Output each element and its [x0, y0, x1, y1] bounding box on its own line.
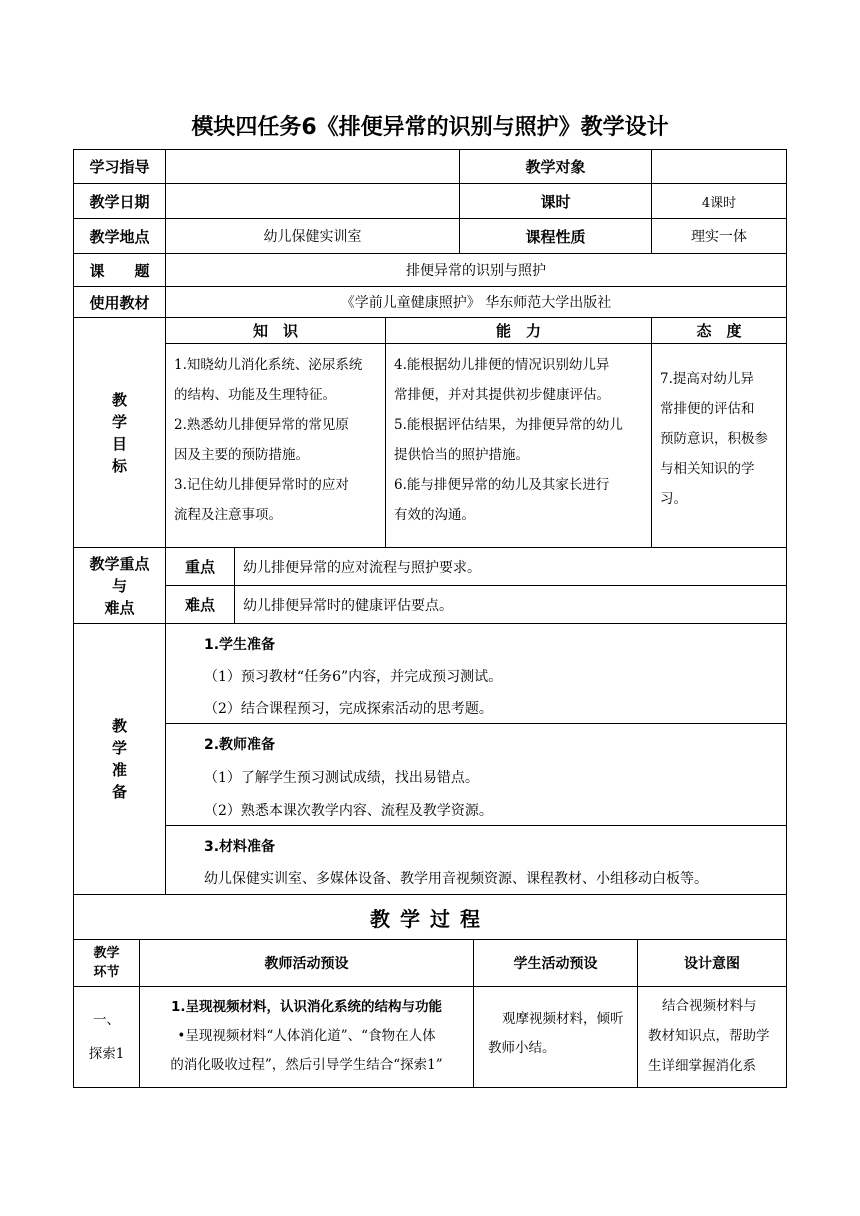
- teacher-activity-line: •呈现视频材料“人体消化道”、“食物在人体: [177, 1028, 436, 1044]
- stage-header-line: 环节: [93, 965, 120, 980]
- keypoints-label-line: 与: [111, 576, 127, 595]
- design-intent-line: 生详细掌握消化系: [648, 1058, 756, 1074]
- material-value: 《学前儿童健康照护》 华东师范大学出版社: [165, 286, 787, 318]
- student-prep-title: 1.学生准备: [204, 637, 276, 653]
- ability-header: 能 力: [385, 317, 652, 344]
- date-value: [165, 183, 460, 219]
- stage-header-line: 教学: [93, 946, 120, 961]
- knowledge-line: 3.记住幼儿排便异常时的应对: [174, 477, 349, 493]
- design-intent-header: 设计意图: [637, 939, 787, 987]
- student-activity-cell: [473, 986, 638, 1088]
- attitude-objectives: [651, 343, 787, 548]
- ability-line: 提供恰当的照护措施。: [394, 447, 529, 463]
- material-prep-title: 3.材料准备: [204, 839, 276, 855]
- student-activity-line: 教师小结。: [488, 1040, 556, 1056]
- ability-line: 6.能与排便异常的幼儿及其家长进行: [394, 477, 610, 493]
- attitude-line: 与相关知识的学: [660, 461, 755, 477]
- guide-value: [165, 149, 460, 184]
- process-title: 教学过程: [73, 894, 787, 940]
- student-prep: [165, 623, 787, 724]
- target-label: 教学对象: [459, 149, 652, 184]
- difficulty-value: 幼儿排便异常时的健康评估要点。: [234, 585, 787, 624]
- keypoints-label-line: 难点: [104, 598, 135, 617]
- stage-line: 一、: [93, 1012, 120, 1028]
- difficulty-label: 难点: [165, 585, 235, 624]
- teacher-prep: [165, 723, 787, 826]
- student-prep-item: （2）结合课程预习，完成探索活动的思考题。: [204, 701, 493, 717]
- topic-value: 排便异常的识别与照护: [165, 253, 787, 287]
- attitude-line: 习。: [660, 491, 687, 507]
- keypoints-label: [73, 547, 166, 624]
- date-label: 教学日期: [73, 183, 166, 219]
- topic-label: 课 题: [73, 253, 166, 287]
- knowledge-line: 因及主要的预防措施。: [174, 447, 309, 463]
- hours-label: 课时: [459, 183, 652, 219]
- ability-line: 5.能根据评估结果，为排便异常的幼儿: [394, 417, 623, 433]
- student-activity-header: 学生活动预设: [473, 939, 638, 987]
- stage-cell: [73, 986, 140, 1088]
- teacher-prep-item: （1）了解学生预习测试成绩，找出易错点。: [204, 770, 479, 786]
- attitude-line: 7.提高对幼儿异: [660, 371, 754, 387]
- teacher-prep-item: （2）熟悉本课次教学内容、流程及教学资源。: [204, 803, 493, 819]
- prep-label: [73, 623, 166, 895]
- material-label: 使用教材: [73, 286, 166, 318]
- teacher-activity-cell: [139, 986, 474, 1088]
- teacher-prep-title: 2.教师准备: [204, 737, 276, 753]
- stage-line: 探索1: [88, 1046, 125, 1062]
- design-intent-line: 教材知识点，帮助学: [648, 1028, 770, 1044]
- teacher-activity-header: 教师活动预设: [139, 939, 474, 987]
- nature-value: 理实一体: [651, 218, 787, 254]
- prep-label-char: 备: [111, 783, 127, 801]
- prep-label-char: 准: [111, 761, 127, 779]
- ability-line: 有效的沟通。: [394, 507, 475, 523]
- hours-value: 4课时: [651, 183, 787, 219]
- ability-line: 4.能根据幼儿排便的情况识别幼儿异: [394, 357, 610, 373]
- material-prep: [165, 825, 787, 895]
- objectives-label-char: 教: [111, 390, 127, 409]
- knowledge-header: 知 识: [165, 317, 386, 344]
- design-intent-cell: [637, 986, 787, 1088]
- ability-line: 常排便，并对其提供初步健康评估。: [394, 387, 610, 403]
- prep-label-char: 学: [111, 739, 127, 757]
- knowledge-line: 2.熟悉幼儿排便异常的常见原: [174, 417, 349, 433]
- knowledge-line: 流程及注意事项。: [174, 507, 282, 523]
- objectives-label-char: 目: [111, 434, 127, 453]
- material-prep-text: 幼儿保健实训室、多媒体设备、教学用音视频资源、课程教材、小组移动白板等。: [204, 871, 708, 887]
- document-title: 模块四任务6《排便异常的识别与照护》教学设计: [191, 115, 669, 140]
- objectives-label-char: 学: [111, 412, 127, 431]
- ability-objectives: [385, 343, 652, 548]
- guide-label: 学习指导: [73, 149, 166, 184]
- knowledge-objectives: [165, 343, 386, 548]
- objectives-label-char: 标: [111, 456, 127, 475]
- place-value: 幼儿保健实训室: [165, 218, 460, 254]
- knowledge-line: 的结构、功能及生理特征。: [174, 387, 336, 403]
- knowledge-line: 1.知晓幼儿消化系统、泌尿系统: [174, 357, 363, 373]
- prep-label-char: 教: [111, 717, 127, 735]
- student-activity-line: 观摩视频材料，倾听: [502, 1011, 624, 1027]
- teacher-activity-heading: 1.呈现视频材料，认识消化系统的结构与功能: [170, 999, 443, 1015]
- target-value: [651, 149, 787, 184]
- teacher-activity-line: 的消化吸收过程”，然后引导学生结合“探索1”: [170, 1057, 443, 1073]
- nature-label: 课程性质: [459, 218, 652, 254]
- student-prep-item: （1）预习教材“任务6”内容，并完成预习测试。: [204, 669, 503, 685]
- attitude-line: 常排便的评估和: [660, 401, 755, 417]
- attitude-header: 态 度: [651, 317, 787, 344]
- place-label: 教学地点: [73, 218, 166, 254]
- design-intent-line: 结合视频材料与: [662, 998, 757, 1014]
- attitude-line: 预防意识，积极参: [660, 431, 768, 447]
- keypoints-label-line: 教学重点: [89, 554, 150, 573]
- stage-header: [73, 939, 140, 987]
- objectives-label: [73, 317, 166, 548]
- key-value: 幼儿排便异常的应对流程与照护要求。: [234, 547, 787, 586]
- key-label: 重点: [165, 547, 235, 586]
